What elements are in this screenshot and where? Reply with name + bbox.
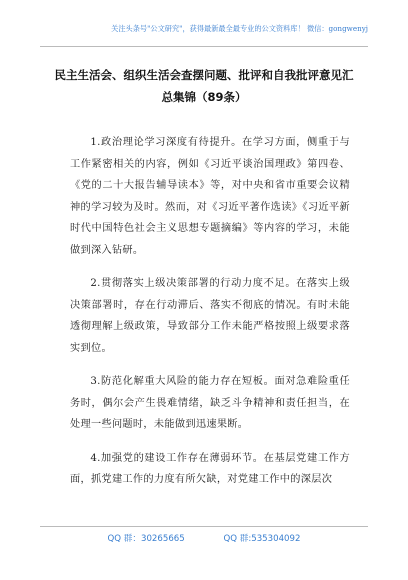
- paragraph: 2.贯彻落实上级决策部署的行动力度不足。在落实上级决策部署时，存在行动滞后、落实不彻底的情况。有时未能透彻理解上级政策，导致部分工作未能严格按照上级要求落实到位。: [70, 278, 350, 354]
- paragraph: 3.防范化解重大风险的能力存在短板。面对急难险重任务时，偶尔会产生畏难情绪，缺乏斗争精神和责任担当，在处理一些问题时，未能做到迅速果断。: [70, 376, 350, 430]
- footer-divider: [40, 526, 368, 527]
- footer-qq-group-2: QQ 群:535304092: [223, 534, 301, 544]
- document-body: [70, 132, 350, 503]
- header-note: 关注头条号"公文研究"，获得最新最全最专业的公文资料库！ 微信：gongwenyj: [111, 24, 368, 33]
- footer: [40, 533, 368, 545]
- paragraph: 4.加强党的建设工作存在薄弱环节。在基层党建工作方面，抓党建工作的力度有所欠缺，对党建工作中的深层次: [70, 452, 350, 485]
- document-title: 民主生活会、组织生活会查摆问题、批评和自我批评意见汇总集锦（89条）: [54, 68, 354, 104]
- footer-qq-group-1: QQ 群：30265665: [107, 534, 185, 544]
- paragraph: 1.政治理论学习深度有待提升。在学习方面，侧重于与工作紧密相关的内容，例如《习近平谈治国理政》第四卷、《党的二十大报告辅导读本》等，对中央和省市重要会议精神的学习较为及时。然而，对《习近平著作选读》《习近平新时代中国特色社会主义思想专题摘编》等内容的学习，未能做到深入钻研。: [70, 137, 351, 256]
- header-divider: [40, 46, 368, 47]
